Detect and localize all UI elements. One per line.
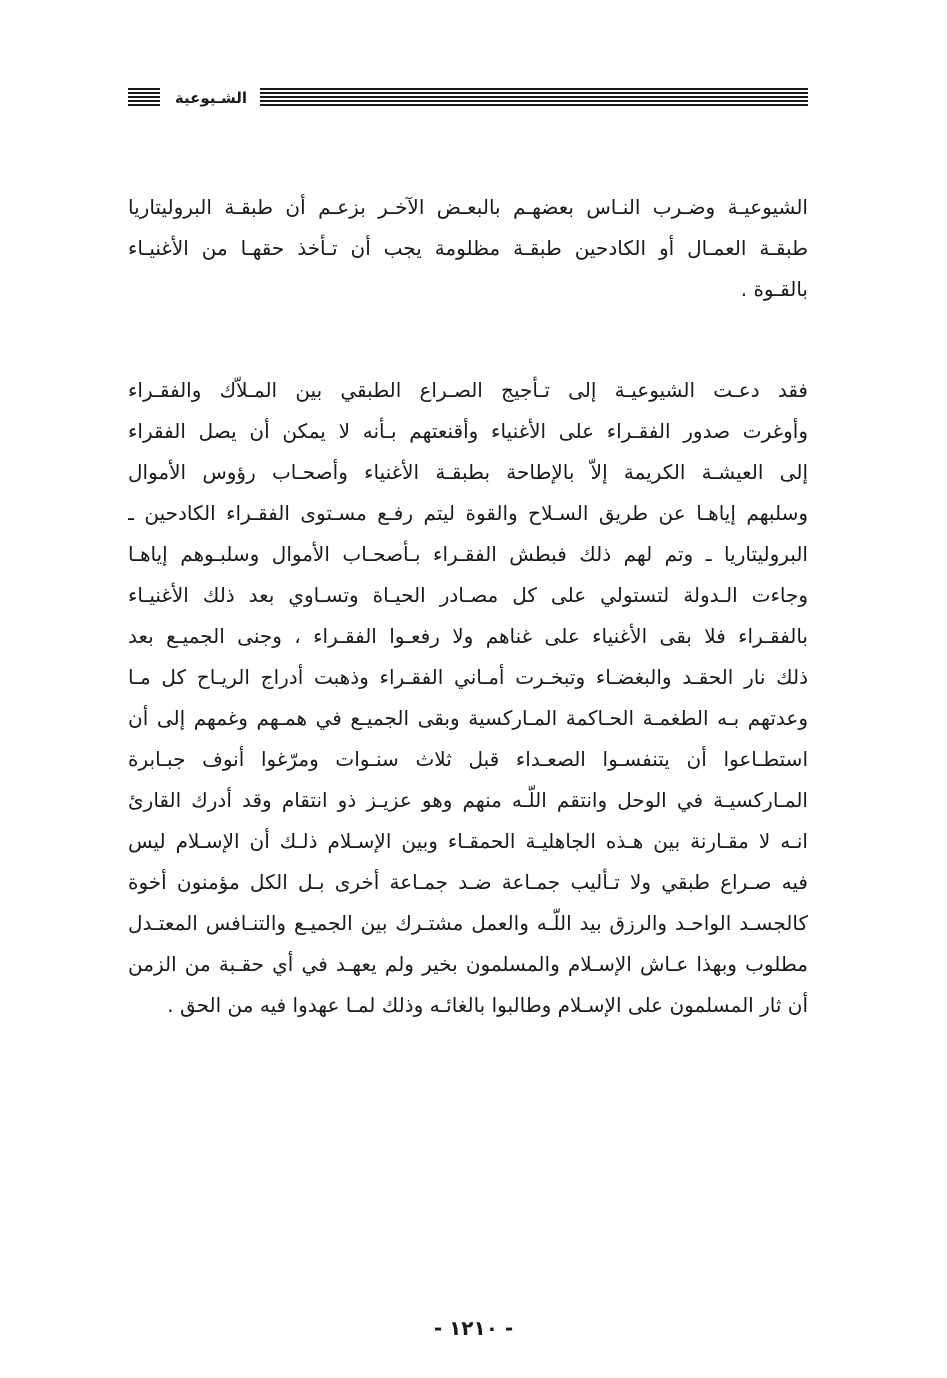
running-header-title: الشـيوعية [174,89,248,107]
paragraph-2 [128,370,808,1026]
running-header [128,86,808,110]
text-line: المـاركسيـة في الوحل وانتقم اللّـه منهم وهو عزيـز ذو انتقام وقد أدرك القارئ [128,788,808,812]
text-line: وأوغرت صدور الفقـراء على الأغنياء وأقنعتهم بـأنه لا يمكن أن يصل الفقراء [128,419,808,443]
text-line: انـه لا مقـارنة بين هـذه الجاهليـة الحمقـاء وبين الإسـلام ذلـك أن الإسـلام ليس [128,829,808,853]
header-rule-left [128,88,160,108]
text-line: كالجسـد الواحـد والرزق بيد اللّـه والعمل مشتـرك بين الجميـع والتنـافس المعتـدل [128,911,808,935]
page-number: - ١٢١٠ - [433,1316,514,1340]
text-line: مطلوب وبهذا عـاش الإسـلام والمسلمون بخير ولم يعهـد في أي حقـبة من الزمن [128,952,808,976]
text-line: وجاءت الـدولة لتستولي على كل مصـادر الحيـاة وتسـاوي بعد ذلك الأغنيـاء [128,583,808,607]
text-line: إلى العيشـة الكريمة إلاّ بالإطاحة بطبقـة الأغنياء وأصحـاب رؤوس الأموال [128,460,808,484]
text-line: فيه صـراع طبقي ولا تـأليب جمـاعة ضـد جمـاعة أخرى بـل الكل مؤمنون أخوة [128,870,808,894]
header-rule-right [260,88,808,108]
text-line: وعدتهم بـه الطغمـة الحـاكمة المـاركسية وبقى الجميـع في همـهم وغمهم إلى أن [128,706,808,730]
text-line: بالقـوة . [740,277,808,301]
text-line: بالفقـراء فلا بقى الأغنياء على غناهم ولا رفعـوا الفقـراء ، وجنى الجميـع بعد [128,624,808,648]
text-line: أن ثار المسلمون على الإسـلام وطالبوا بالغائـه وذلك لمـا عهدوا فيه من الحق . [167,993,808,1017]
text-line: وسلبهم إياهـا عن طريق السـلاح والقوة ليتم رفـع مسـتوى الفقـراء الكادحين ـ [128,501,808,525]
text-line: الشيوعيـة وضـرب النـاس بعضهـم بالبعـض الآخـر بزعـم أن طبقـة البروليتاريا [128,195,808,219]
paragraph-1 [128,187,808,310]
text-line: فقد دعـت الشيوعيـة إلى تـأجيج الصـراع الطبقي بين المـلاّك والفقـراء [128,378,808,402]
text-line: طبقـة العمـال أو الكادحين طبقـة مظلومة يجب أن تـأخذ حقهـا من الأغنيـاء [128,236,808,260]
text-line: ذلك نار الحقـد والبغضـاء وتبخـرت أمـاني الفقـراء وذهبت أدراج الريـاح كل مـا [128,665,808,689]
text-line: البروليتاريا ـ وتم لهم ذلك فبطش الفقـراء بـأصحـاب الأموال وسلبـوهم إياهـا [128,542,808,566]
text-line: استطـاعوا أن يتنفسـوا الصعـداء قبل ثلاث سنـوات ومرّغوا أنوف جبـابرة [128,747,808,771]
